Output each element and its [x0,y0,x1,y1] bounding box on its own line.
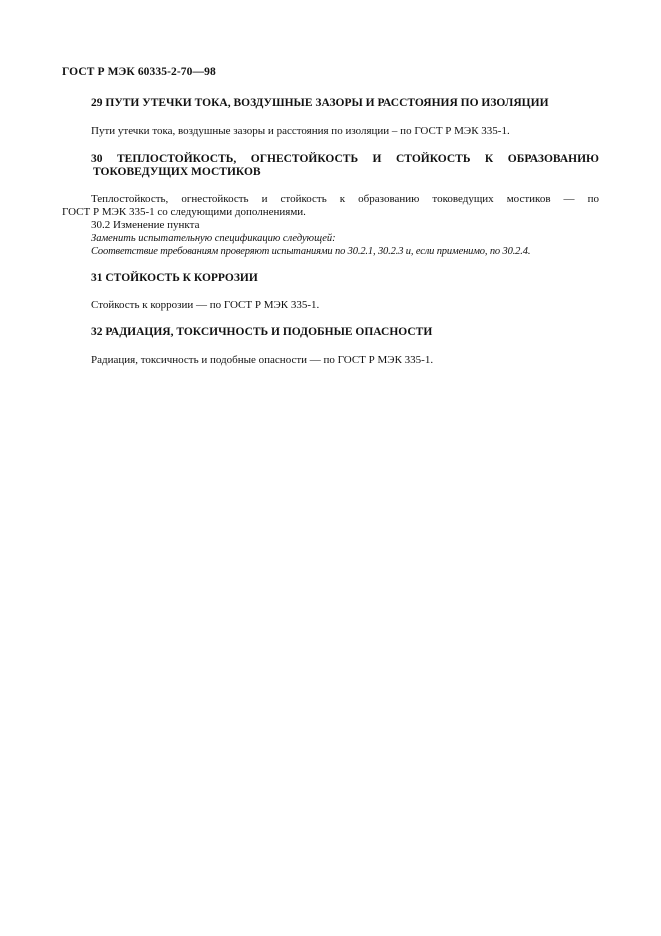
section-31-text: Стойкость к коррозии — по ГОСТ Р МЭК 335-1. [91,299,320,311]
section-32-text: Радиация, токсичность и подобные опасности — по ГОСТ Р МЭК 335-1. [91,354,434,366]
section-32-heading: 32 РАДИАЦИЯ, ТОКСИЧНОСТЬ И ПОДОБНЫЕ ОПАСНОСТИ [91,326,433,338]
section-30-subclause: 30.2 Изменение пункта [91,219,200,231]
document-code-header: ГОСТ Р МЭК 60335-2-70—98 [62,66,216,78]
section-30-text-line1: Теплостойкость, огнестойкость и стойкость к образованию токоведущих мостиков — по [91,193,599,205]
section-29-text: Пути утечки тока, воздушные зазоры и расстояния по изоляции – по ГОСТ Р МЭК 335-1. [91,125,510,137]
section-30-heading-line1: 30 ТЕПЛОСТОЙКОСТЬ, ОГНЕСТОЙКОСТЬ И СТОЙКОСТЬ К ОБРАЗОВАНИЮ [91,153,599,165]
section-30-italic-line1: Заменить испытательную спецификацию следующей: [91,233,336,244]
section-31-heading: 31 СТОЙКОСТЬ К КОРРОЗИИ [91,272,258,284]
section-29-heading: 29 ПУТИ УТЕЧКИ ТОКА, ВОЗДУШНЫЕ ЗАЗОРЫ И РАССТОЯНИЯ ПО ИЗОЛЯЦИИ [91,97,549,109]
section-30-text-line2: ГОСТ Р МЭК 335-1 со следующими дополнениями. [62,206,306,218]
section-30-heading-line2: ТОКОВЕДУЩИХ МОСТИКОВ [93,166,261,178]
section-30-italic-line2: Соответствие требованиям проверяют испытаниями по 30.2.1, 30.2.3 и, если применимо, по 30.2.4. [91,246,531,257]
